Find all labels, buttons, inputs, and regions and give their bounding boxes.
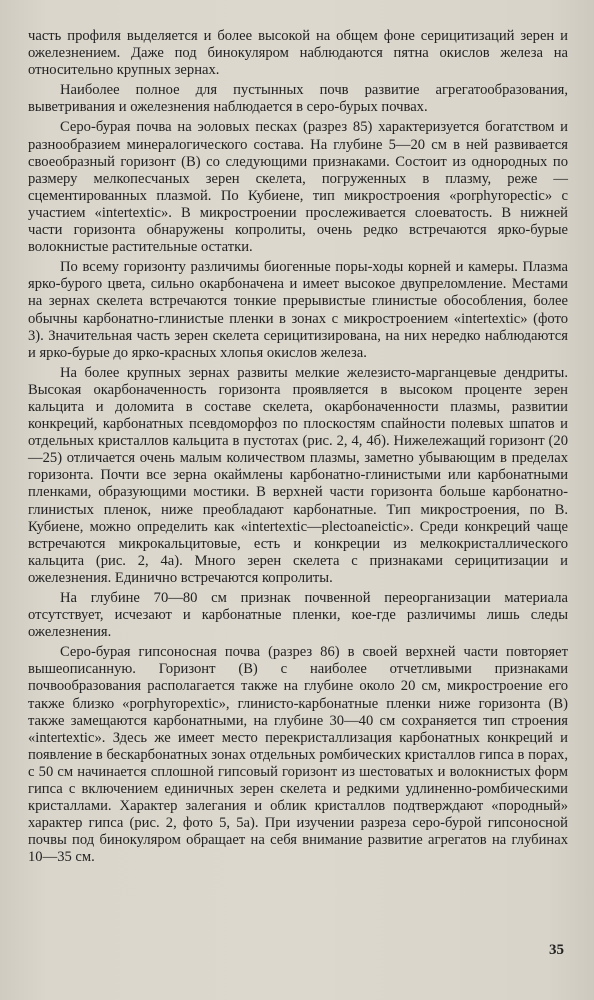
page-number: 35 xyxy=(549,942,564,958)
paragraph-2: Наиболее полное для пустынных почв развитие агрегатообразования, выветривания и ожелезнения наблюдается в серо-бурых почвах. xyxy=(28,82,568,116)
paragraph-4: По всему горизонту различимы биогенные поры-ходы корней и камеры. Плазма ярко-бурого цвета, сильно окарбоначена и имеет высокое двупреломление. Местами на зернах скелета встречаются тонкие прерывистые глинистые обособления, более обычны карбонатно-глинистые пленки в зонах с микростроением «intertextic» (фото 3). Значительная часть зерен скелета серицитизирована, на них нередко наблюдаются и ярко-бурые до ярко-красных хлопья окислов железа. xyxy=(28,259,568,361)
paragraph-3: Серо-бурая почва на эоловых песках (разрез 85) характеризуется богатством и разнообразием минералогического состава. На глубине 5—20 см в ней развивается своеобразный горизонт (В) со следующими признаками. Состоит из однородных по размеру мелкопесчаных зерен скелета, погруженных в плазму, реже — сцементированных плазмой. По Кубиене, тип микростроения «porphyropectic» с участием «intertextic». В микростроении прослеживается слоеватость. В нижней части горизонта обнаружены копролиты, очень редко встречаются ярко-бурые волокнистые растительные остатки. xyxy=(28,119,568,256)
paragraph-1: часть профиля выделяется и более высокой на общем фоне серицитизаций зерен и ожелезнением. Даже под бинокуляром наблюдаются пятна окислов железа на относительно крупных зернах. xyxy=(28,28,568,79)
paragraph-7: Серо-бурая гипсоносная почва (разрез 86) в своей верхней части повторяет вышеописанную. Горизонт (В) с наиболее отчетливыми признаками почвообразования располагается также на глубине около 20 см, микростроение его также близко «porphyropextic», глинисто-карбонатные пленки ниже горизонта (В) также замещаются карбонатными, на глубине 30—40 см сохраняется тип строения «intertextic». Здесь же имеет место перекристаллизация карбонатных конкреций и появление в бескарбонатных зонах отдельных ромбических кристаллов гипса в порах, с 50 см начинается сплошной гипсовый горизонт из шестоватых и волокнистых форм гипса с включением единичных зерен скелета и редкими удлиненно-ромбическими кристаллами. Характер залегания и облик кристаллов подтверждают «породный» характер гипса (рис. 2, фото 5, 5а). При изучении разреза серо-бурой гипсоносной почвы под бинокуляром обращает на себя внимание развитие агрегатов на глубинах 10—35 см. xyxy=(28,644,568,866)
paragraph-6: На глубине 70—80 см признак почвенной переорганизации материала отсутствует, исчезают и карбонатные пленки, кое-где различимы лишь следы ожелезнения. xyxy=(28,590,568,641)
body-text xyxy=(28,28,568,867)
paragraph-5: На более крупных зернах развиты мелкие железисто-марганцевые дендриты. Высокая окарбоначенность горизонта проявляется в высоком проценте зерен кальцита и доломита в составе скелета, окарбоначенности плазмы, развитии конкреций, карбонатных псевдоморфоз по плоскостям спайности полевых шпатов и отдельных кристаллов кальцита в пустотах (рис. 2, 4, 4б). Нижележащий горизонт (20—25) отличается очень малым количеством плазмы, заметно убывающим в пределах горизонта. Почти все зерна окаймлены карбонатно-глинистыми или карбонатными пленками, образующими мостики. В верхней части горизонта больше карбонатно-глинистых пленок, ниже преобладают карбонатные. Тип микростроения, по В. Кубиене, можно определить как «intertextic—plectoaneictic». Среди конкреций чаще встречаются микрокальцитовые, есть и конкреции из мелкокристаллического кальцита (рис. 2, 4а). Много зерен скелета с признаками серицитизации и ожелезнения. Единично встречаются копролиты. xyxy=(28,364,568,586)
